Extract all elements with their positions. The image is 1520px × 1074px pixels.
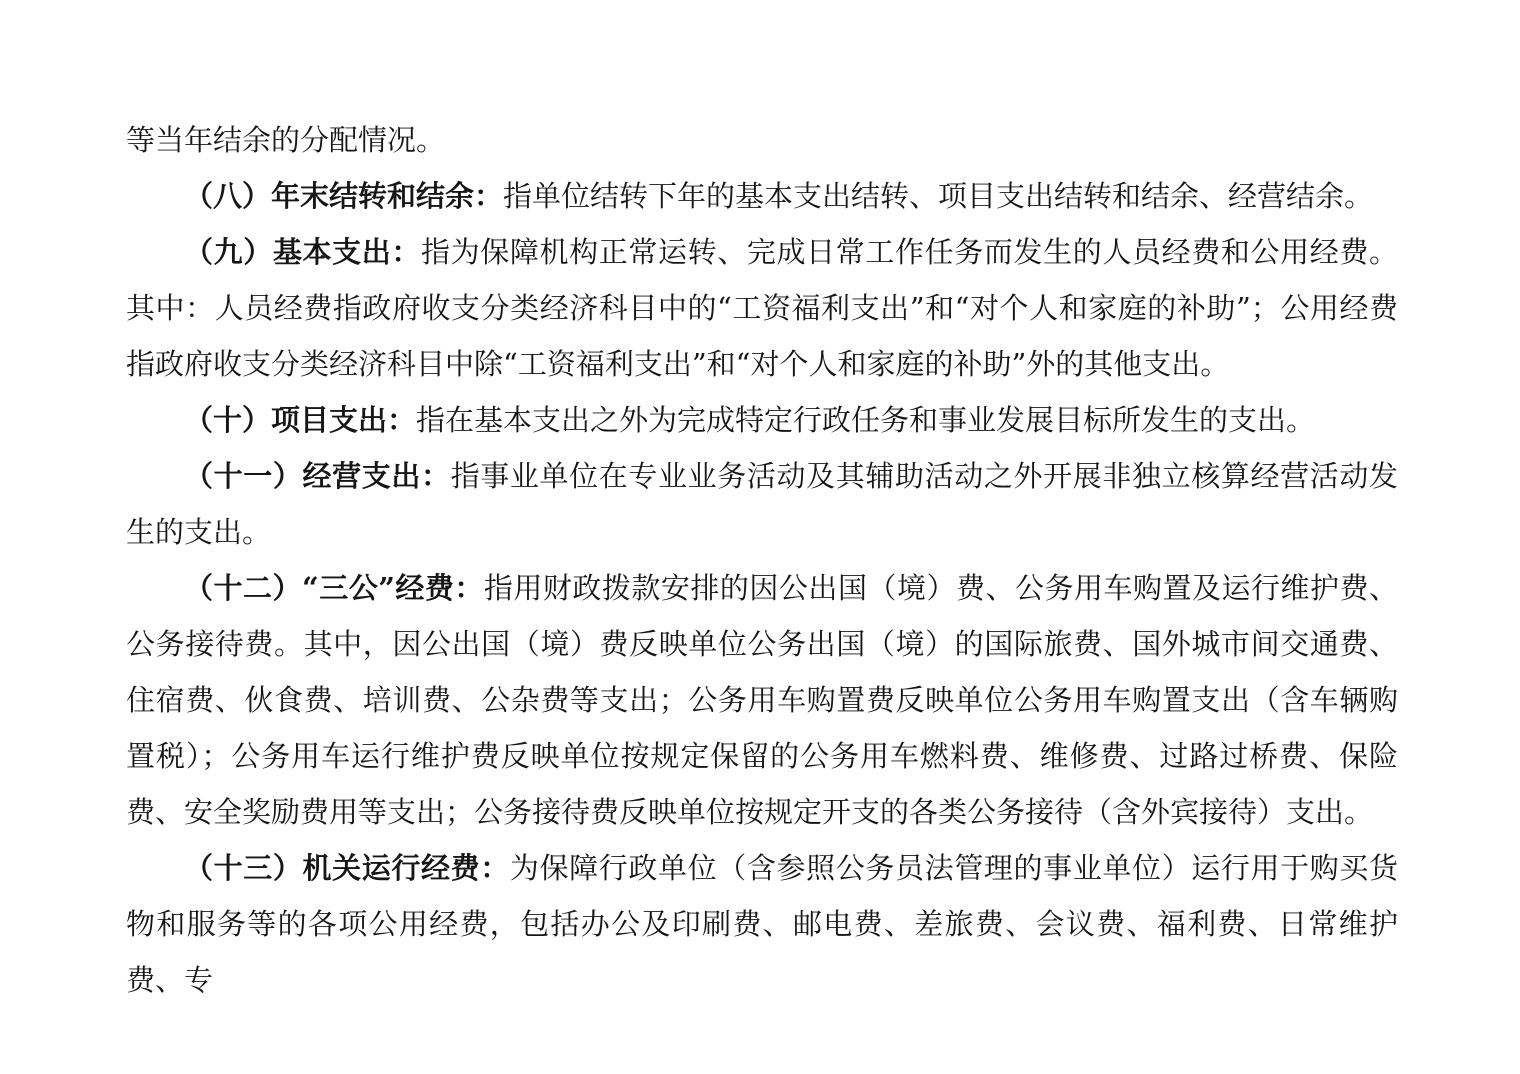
document-body: [126, 112, 1398, 1008]
paragraph-item-8: [126, 168, 1398, 224]
paragraph-continuation: [126, 112, 1398, 168]
paragraph-item-9: [126, 224, 1398, 392]
term-label-project-expenditure: （十）项目支出：: [184, 403, 417, 437]
term-label-agency-operating-funds: （十三）机关运行经费：: [184, 851, 510, 885]
term-label-three-public-funds: （十二）“三公”经费：: [184, 571, 484, 605]
paragraph-text: 等当年结余的分配情况。: [126, 123, 446, 157]
definition-text: 指在基本支出之外为完成特定行政任务和事业发展目标所发生的支出。: [416, 403, 1316, 437]
definition-text: 指单位结转下年的基本支出结转、项目支出结转和结余、经营结余。: [503, 179, 1374, 213]
definition-text: 指用财政拨款安排的因公出国（境）费、公务用车购置及运行维护费、公务接待费。其中，因公出国（境）费反映单位公务出国（境）的国际旅费、国外城市间交通费、住宿费、伙食费、培训费、公杂费等支出；公务用车购置费反映单位公务用车购置支出（含车辆购置税）；公务用车运行维护费反映单位按规定保留的公务用车燃料费、维修费、过路过桥费、保险费、安全奖励费用等支出；公务接待费反映单位按规定开支的各类公务接待（含外宾接待）支出。: [126, 571, 1398, 829]
term-label-basic-expenditure: （九）基本支出：: [184, 235, 421, 269]
paragraph-item-13: [126, 840, 1398, 1008]
paragraph-item-10: [126, 392, 1398, 448]
definition-text: 指为保障机构正常运转、完成日常工作任务而发生的人员经费和公用经费。其中：人员经费指政府收支分类经济科目中的“工资福利支出”和“对个人和家庭的补助”；公用经费指政府收支分类经济科目中除“工资福利支出”和“对个人和家庭的补助”外的其他支出。: [126, 235, 1398, 381]
term-label-operating-expenditure: （十一）经营支出：: [184, 459, 451, 493]
definition-text: 为保障行政单位（含参照公务员法管理的事业单位）运行用于购买货物和服务等的各项公用经费，包括办公及印刷费、邮电费、差旅费、会议费、福利费、日常维护费、专: [126, 851, 1398, 997]
term-label-year-end-carryover: （八）年末结转和结余：: [184, 179, 504, 213]
paragraph-item-11: [126, 448, 1398, 560]
definition-text: 指事业单位在专业业务活动及其辅助活动之外开展非独立核算经营活动发生的支出。: [126, 459, 1398, 549]
paragraph-item-12: [126, 560, 1398, 840]
